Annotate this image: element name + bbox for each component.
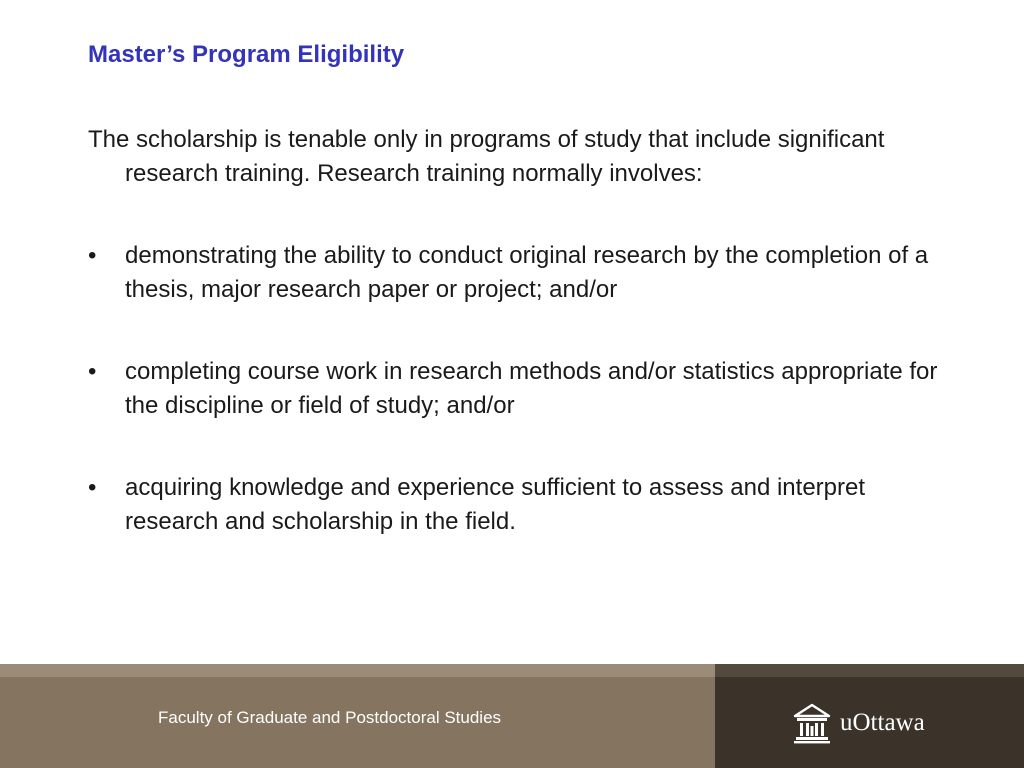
intro-paragraph: The scholarship is tenable only in programs of study that include significant research training. Research training normally involves: [88,126,885,187]
faculty-name: Faculty of Graduate and Postdoctoral Studies [158,708,502,727]
bullet-mark: • [88,358,97,385]
bullet-text: demonstrating the ability to conduct original research by the completion of a thesis, major research paper or project; and/or [125,242,929,303]
footer-left-band [0,664,715,677]
bullet-mark: • [88,242,97,269]
footer-right-panel [715,664,1024,768]
bullet-mark: • [88,474,97,501]
bullet-item [88,471,948,539]
footer-left-panel [0,664,715,768]
logo-text: uOttawa [840,709,925,736]
footer [0,664,1024,768]
university-building-icon [793,702,831,744]
slide-title: Master’s Program Eligibility [88,41,405,68]
bullet-text: completing course work in research methods and/or statistics appropriate for the discipline or field of study; and/or [125,358,938,419]
bullet-item [88,355,948,423]
uottawa-logo [793,702,925,744]
footer-right-band [715,664,1024,677]
bullet-text: acquiring knowledge and experience sufficient to assess and interpret research and scholarship in the field. [125,474,866,535]
bullet-item [88,239,948,307]
slide-body [88,123,948,587]
